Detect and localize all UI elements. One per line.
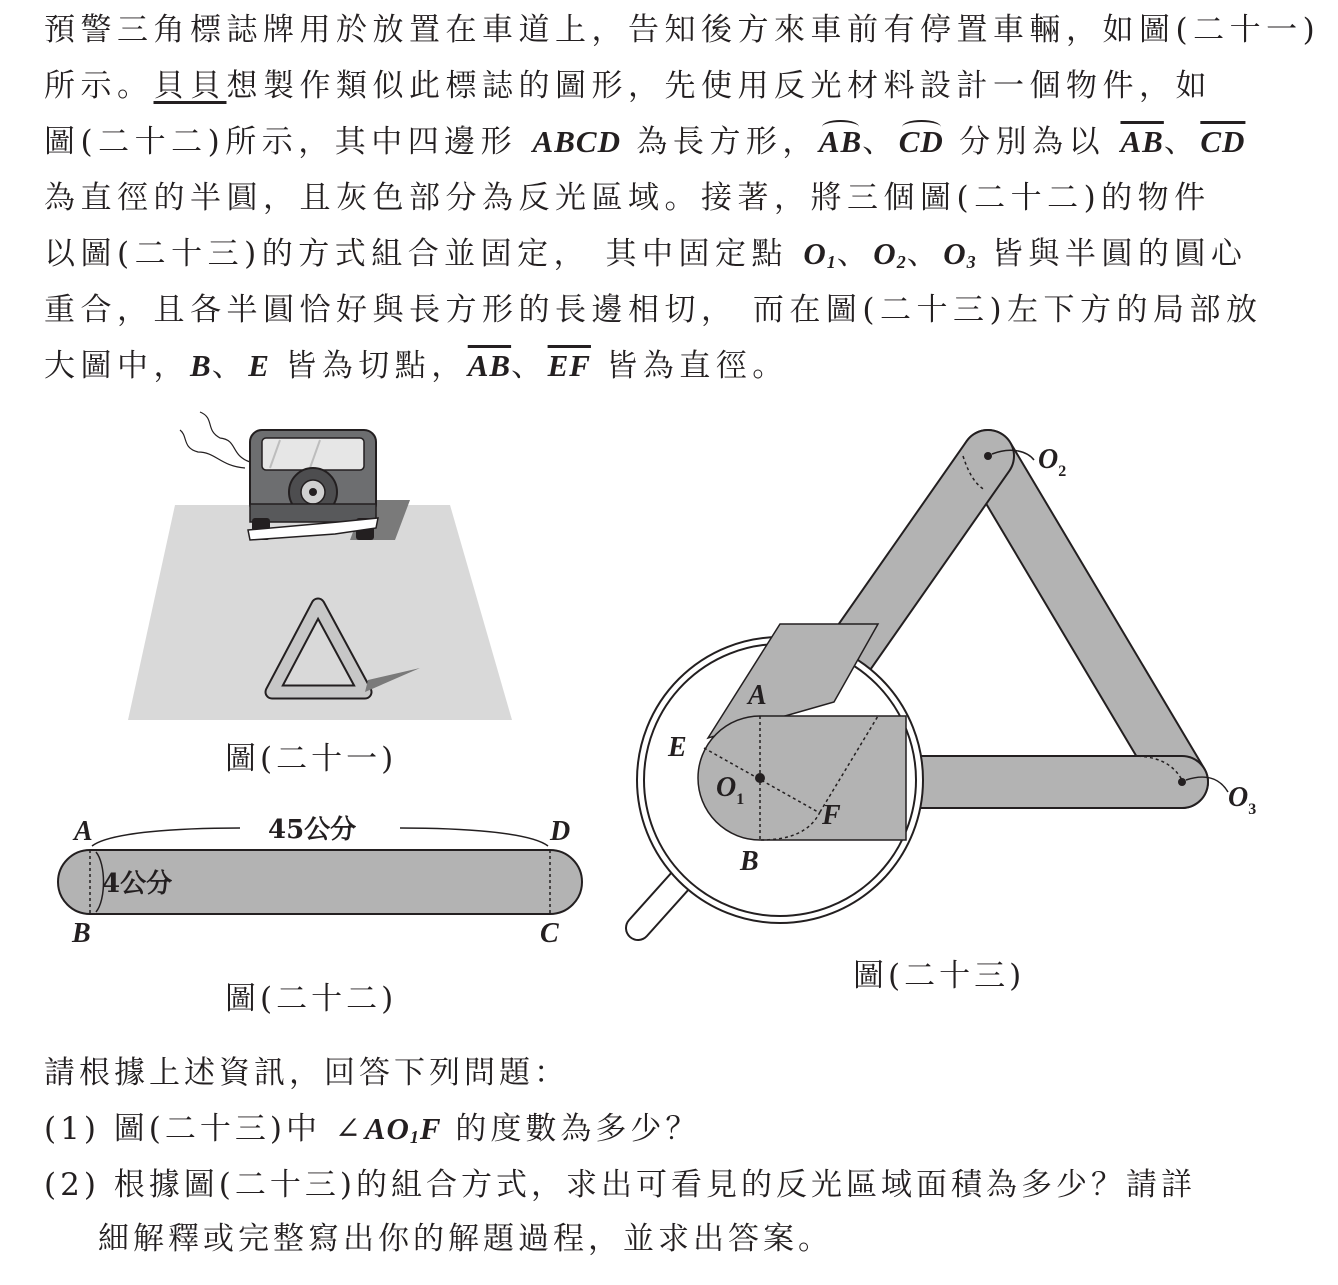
question-prompt: 請根據上述資訊，回答下列問題： <box>44 1055 569 1091</box>
rectangle-label: ABCD <box>532 124 621 159</box>
arc-ab: AB <box>819 114 862 170</box>
figure-22-diagram <box>40 800 600 960</box>
segment-ab: $\overline{AB}$ <box>1120 124 1164 159</box>
label-c: C <box>540 918 559 949</box>
label-o3: $O_3$ <box>1228 782 1257 818</box>
label-b-zoom: B <box>740 846 759 877</box>
label-b: B <box>72 918 91 949</box>
question-2-line-2: 細解釋或完整寫出你的解題過程，並求出答案。 <box>98 1221 833 1257</box>
label-d: D <box>550 816 571 847</box>
figure-23-diagram <box>620 420 1300 950</box>
figure-21-illustration <box>120 400 520 730</box>
person-name: 貝貝 <box>153 68 227 104</box>
intro-line-7: 大圖中，B、E 皆為切點，$\overline{AB}$、$\overline{EF}$ 皆為直徑。 <box>44 348 789 384</box>
intro-line-1: 預警三角標誌牌用於放置在車道上，告知後方來車前有停置車輛，如圖(二十一) <box>44 12 1321 48</box>
figure-21-caption: 圖(二十一) <box>225 741 398 777</box>
question-1: (1) 圖(二十三)中 $\angle AO_1F$ 的度數為多少？ <box>44 1111 701 1147</box>
exhaust-smoke <box>180 412 250 468</box>
width-label: 4公分 <box>102 869 173 899</box>
segment-ef: $\overline{EF}$ <box>547 348 591 383</box>
intro-paragraph <box>44 2 1321 394</box>
label-a: A <box>74 816 93 847</box>
magnifier <box>637 624 923 928</box>
car-icon <box>248 430 378 540</box>
label-o1-zoom: $O_1$ <box>716 772 745 808</box>
segment-cd: $\overline{CD}$ <box>1200 124 1246 159</box>
intro-line-6: 重合，且各半圓恰好與長方形的長邊相切， 而在圖(二十三)左下方的局部放 <box>44 292 1263 328</box>
label-a-zoom: A <box>748 680 767 711</box>
figure-23-caption: 圖(二十三) <box>853 958 1026 994</box>
figure-22-caption: 圖(二十二) <box>225 981 398 1017</box>
segment-ab-2: $\overline{AB}$ <box>467 348 512 383</box>
intro-line-4: 為直徑的半圓，且灰色部分為反光區域。接著，將三個圖(二十二)的物件 <box>44 180 1211 216</box>
label-e-zoom: E <box>668 732 687 763</box>
intro-line-2: 所示。貝貝想製作類似此標誌的圖形，先使用反光材料設計一個物件，如 <box>44 68 1212 104</box>
question-2-line-1: (2) 根據圖(二十三)的組合方式，求出可看見的反光區域面積為多少？請詳 <box>44 1167 1196 1203</box>
length-label: 45公分 <box>268 815 357 845</box>
intro-line-5: 以圖(二十三)的方式組合並固定， 其中固定點 $O_1$、$O_2$、$O_3$ 皆與半圓的圓心 <box>44 236 1248 272</box>
label-f-zoom: F <box>822 800 841 831</box>
intro-line-3: 圖(二十二)所示，其中四邊形 ABCD 為長方形，AB、CD 分別為以 $\overline{AB}$、$\overline{CD}$ <box>44 114 1294 170</box>
arc-cd: CD <box>899 114 944 170</box>
label-o2: $O_2$ <box>1038 444 1067 480</box>
